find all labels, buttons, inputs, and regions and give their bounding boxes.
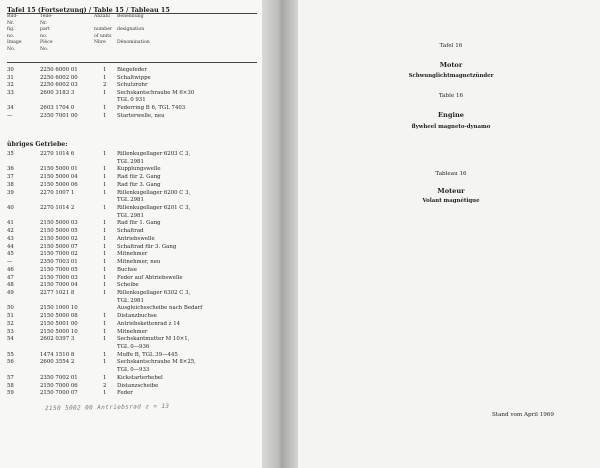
- table-row: [0, 213, 262, 220]
- quantity-cell: 1: [103, 89, 107, 96]
- column-header-bild: Bild- Nr. fig. no. Image No.: [7, 14, 22, 52]
- table-row: [0, 251, 262, 258]
- table-row: [0, 367, 262, 374]
- part-number-cell: 1474 1510 8: [40, 351, 75, 358]
- quantity-cell: 1: [103, 105, 107, 111]
- bild-cell: 35: [7, 151, 14, 157]
- part-number-cell: 2270 1014 2: [40, 205, 75, 212]
- designation-cell: Kickstarterhebel: [117, 374, 163, 381]
- quantity-cell: 1: [103, 166, 107, 173]
- quantity-cell: 1: [103, 320, 107, 327]
- table-row: [0, 67, 262, 74]
- quantity-cell: 1: [103, 259, 107, 266]
- bild-cell: 38: [7, 181, 14, 188]
- tafel-fr: Tableau 16: [435, 171, 467, 177]
- quantity-cell: 1: [103, 220, 107, 227]
- designation-cell: Rillenkugellager 6200 C 3,: [117, 189, 191, 196]
- designation-cell: Schaltrad für 3. Gang: [117, 243, 177, 250]
- designation-cell: Starterwelle, neu: [117, 112, 165, 119]
- table-row: [0, 113, 262, 120]
- quantity-cell: 1: [103, 112, 107, 119]
- designation-cell: TGL 2981: [117, 158, 144, 165]
- designation-cell: Rad für 1. Gang: [117, 220, 161, 227]
- part-number-cell: 2277 1021 8: [40, 289, 75, 296]
- part-number-cell: 2600 3183 3: [40, 89, 75, 96]
- designation-cell: Schaltwippe: [117, 74, 151, 81]
- table-row: [0, 182, 262, 189]
- table-row: [0, 228, 262, 235]
- bild-cell: 59: [7, 390, 14, 397]
- designation-cell: Kupplungswelle: [117, 166, 161, 173]
- page-title-left: Tafel 15 (Fortsetzung) / Table 15 / Tableau 15: [7, 6, 170, 14]
- quantity-cell: 2: [103, 382, 107, 389]
- designation-cell: TGL 0—933: [117, 367, 150, 374]
- handwritten-note: 2150 5002 00 Antriebsrad z = 13: [44, 402, 170, 413]
- designation-cell: Federring B 6, TGL 7403: [117, 105, 186, 111]
- designation-cell: Muffe B, TGL 39—445: [117, 351, 178, 358]
- bild-cell: 53: [7, 328, 14, 335]
- part-number-cell: 2250 6002 03: [40, 82, 78, 89]
- quantity-cell: 1: [103, 189, 107, 196]
- quantity-cell: 1: [103, 374, 107, 381]
- heading-en: Engine: [438, 111, 464, 119]
- designation-cell: Rad für 3. Gang: [117, 181, 161, 188]
- column-header-anzahl: Anzahl number of units Nbre: [94, 14, 113, 46]
- designation-cell: TGL 2981: [117, 297, 144, 304]
- part-number-cell: 2150 5001 00: [40, 320, 78, 327]
- quantity-cell: 1: [103, 228, 107, 235]
- bild-cell: 41: [7, 220, 14, 227]
- bild-cell: 50: [7, 305, 14, 312]
- quantity-cell: 1: [103, 74, 107, 81]
- designation-cell: Buchse: [117, 266, 137, 273]
- table-row: [0, 220, 262, 227]
- designation-cell: Rillenkugellager 6201 C 3,: [117, 205, 191, 212]
- quantity-cell: 1: [103, 235, 107, 242]
- designation-cell: Mitnehmer: [117, 328, 148, 335]
- designation-cell: Schutzrohr: [117, 82, 148, 89]
- part-number-cell: 2150 5000 06: [40, 181, 78, 188]
- quantity-cell: 1: [103, 282, 107, 289]
- quantity-cell: 1: [103, 390, 107, 397]
- subheading-fr: Volant magnétique: [422, 198, 480, 204]
- table-row: [0, 166, 262, 173]
- part-number-cell: 2150 7000 02: [40, 251, 78, 258]
- quantity-cell: 1: [103, 151, 107, 157]
- bild-cell: 45: [7, 251, 14, 258]
- quantity-cell: 1: [103, 313, 107, 320]
- designation-cell: Sechskantschraube M 8×25,: [117, 359, 196, 366]
- part-number-cell: 2150 5000 07: [40, 243, 78, 250]
- bild-cell: 57: [7, 374, 14, 381]
- part-number-cell: 2250 6002 00: [40, 74, 78, 81]
- left-page: [0, 0, 262, 468]
- quantity-cell: 1: [103, 328, 107, 335]
- part-number-cell: 2150 5000 01: [40, 166, 78, 173]
- book-gutter: [262, 0, 298, 468]
- quantity-cell: 1: [103, 274, 107, 281]
- stand-date: Stand vom April 1969: [492, 412, 554, 418]
- part-number-cell: 2150 1000 10: [40, 305, 78, 312]
- table-row: [0, 321, 262, 328]
- bild-cell: 36: [7, 166, 14, 173]
- tafel-de: Tafel 16: [439, 43, 463, 49]
- table-row: [0, 244, 262, 251]
- table-row: [0, 336, 262, 343]
- header-bottom-rule: [7, 62, 257, 63]
- table-row: [0, 390, 262, 397]
- subheading-en: flywheel magneto-dynamo: [411, 124, 491, 130]
- bild-cell: 48: [7, 282, 14, 289]
- bild-cell: —: [7, 112, 13, 119]
- table-row: [0, 90, 262, 97]
- designation-cell: Feder auf Abtriebswelle: [117, 274, 183, 281]
- table-row: [0, 190, 262, 197]
- table-row: [0, 151, 262, 158]
- bild-cell: 51: [7, 313, 14, 320]
- heading-fr: Moteur: [437, 187, 465, 195]
- quantity-cell: 1: [103, 336, 107, 343]
- designation-cell: Mitnehmer: [117, 251, 148, 258]
- quantity-cell: 1: [103, 351, 107, 358]
- quantity-cell: 1: [103, 67, 107, 73]
- designation-cell: TGL 0 931: [117, 97, 146, 104]
- part-number-cell: 2150 7000 03: [40, 274, 78, 281]
- part-number-cell: 2270 1007 1: [40, 189, 75, 196]
- part-number-cell: 2602 0397 3: [40, 336, 75, 343]
- designation-cell: Schaltrad: [117, 228, 144, 235]
- table-row: [0, 290, 262, 297]
- designation-cell: Rad für 2. Gang: [117, 174, 161, 181]
- header-top-rule: [7, 13, 257, 14]
- designation-cell: Distanzbuchse: [117, 313, 157, 320]
- table-row: [0, 375, 262, 382]
- bild-cell: 46: [7, 266, 14, 273]
- bild-cell: 42: [7, 228, 14, 235]
- bild-cell: 54: [7, 336, 14, 343]
- table-row: [0, 97, 262, 104]
- designation-cell: TGL 2981: [117, 212, 144, 219]
- heading-de: Motor: [439, 61, 463, 69]
- table-row: [0, 383, 262, 390]
- bild-cell: 47: [7, 274, 14, 281]
- part-number-cell: 2350 7003 01: [40, 259, 78, 266]
- designation-cell: Rillenkugellager 6302 C 3,: [117, 289, 191, 296]
- quantity-cell: 1: [103, 266, 107, 273]
- bild-cell: 44: [7, 243, 14, 250]
- section-label: übriges Getriebe:: [7, 141, 68, 148]
- table-row: [0, 282, 262, 289]
- designation-cell: Feder: [117, 390, 133, 397]
- bild-cell: 43: [7, 235, 14, 242]
- table-row: [0, 159, 262, 166]
- table-row: [0, 329, 262, 336]
- column-header-teil: Teile- Nr. part no. Pièce No.: [40, 14, 53, 52]
- table-row: [0, 313, 262, 320]
- quantity-cell: 1: [103, 205, 107, 212]
- tafel-en: Table 16: [438, 93, 464, 99]
- bild-cell: 52: [7, 320, 14, 327]
- bild-cell: 30: [7, 67, 14, 73]
- bild-cell: 33: [7, 89, 14, 96]
- designation-cell: Ausgleichsscheibe nach Bedarf: [117, 305, 203, 312]
- table-row: [0, 344, 262, 351]
- bild-cell: 55: [7, 351, 14, 358]
- quantity-cell: 1: [103, 243, 107, 250]
- table-row: [0, 259, 262, 266]
- table-row: [0, 275, 262, 282]
- part-number-cell: 2150 5000 10: [40, 328, 78, 335]
- designation-cell: TGL 2981: [117, 197, 144, 204]
- part-number-cell: 2600 3554 2: [40, 359, 75, 366]
- bild-cell: 34: [7, 105, 14, 111]
- quantity-cell: 1: [103, 174, 107, 181]
- part-number-cell: 2270 1014 6: [40, 151, 75, 157]
- part-number-cell: 2150 5000 02: [40, 235, 78, 242]
- designation-cell: Scheibe: [117, 282, 139, 289]
- part-number-cell: 2150 7000 07: [40, 390, 78, 397]
- designation-cell: Rillenkugellager 6203 C 3,: [117, 151, 191, 157]
- table-row: [0, 105, 262, 112]
- part-number-cell: 2350 7001 00: [40, 112, 78, 119]
- quantity-cell: 1: [103, 359, 107, 366]
- part-number-cell: 2150 5000 05: [40, 228, 78, 235]
- right-page: [298, 0, 600, 468]
- bild-cell: 39: [7, 189, 14, 196]
- designation-cell: Mitnehmer, neu: [117, 259, 161, 266]
- part-number-cell: 2250 6000 01: [40, 67, 78, 73]
- part-number-cell: 2150 5000 03: [40, 220, 78, 227]
- table-row: [0, 236, 262, 243]
- designation-cell: Sechskantmutter M 10×1,: [117, 336, 190, 343]
- part-number-cell: 2150 5000 04: [40, 174, 78, 181]
- bild-cell: 49: [7, 289, 14, 296]
- part-number-cell: 2150 5000 08: [40, 313, 78, 320]
- table-row: [0, 174, 262, 181]
- table-row: [0, 298, 262, 305]
- part-number-cell: 2150 7000 06: [40, 382, 78, 389]
- bild-cell: 37: [7, 174, 14, 181]
- quantity-cell: 1: [103, 251, 107, 258]
- bild-cell: 58: [7, 382, 14, 389]
- quantity-cell: 1: [103, 289, 107, 296]
- table-row: [0, 305, 262, 312]
- bild-cell: 31: [7, 74, 14, 81]
- quantity-cell: 1: [103, 181, 107, 188]
- designation-cell: TGL 0—936: [117, 344, 150, 350]
- table-row: [0, 205, 262, 212]
- bild-cell: 40: [7, 205, 14, 212]
- part-number-cell: 2350 7002 01: [40, 374, 78, 381]
- designation-cell: Antriebswelle: [117, 235, 155, 242]
- designation-cell: Antriebskettenrad z 14: [117, 320, 181, 327]
- table-row: [0, 352, 262, 359]
- table-row: [0, 359, 262, 366]
- bild-cell: —: [7, 259, 13, 266]
- part-number-cell: 2603 1704 0: [40, 105, 75, 111]
- quantity-cell: 2: [103, 82, 107, 89]
- table-row: [0, 267, 262, 274]
- bild-cell: 32: [7, 82, 14, 89]
- part-number-cell: 2150 7000 04: [40, 282, 78, 289]
- bild-cell: 56: [7, 359, 14, 366]
- table-row: [0, 82, 262, 89]
- table-row: [0, 75, 262, 82]
- table-row: [0, 197, 262, 204]
- designation-cell: Sechskantschraube M 6×30: [117, 89, 195, 96]
- designation-cell: Distanzscheibe: [117, 382, 159, 389]
- designation-cell: Biegefeder: [117, 67, 147, 73]
- column-header-benennung: Benennung designation Dénomination: [117, 14, 150, 46]
- subheading-de: Schwunglichtmagnetzünder: [408, 73, 494, 79]
- part-number-cell: 2150 7000 05: [40, 266, 78, 273]
